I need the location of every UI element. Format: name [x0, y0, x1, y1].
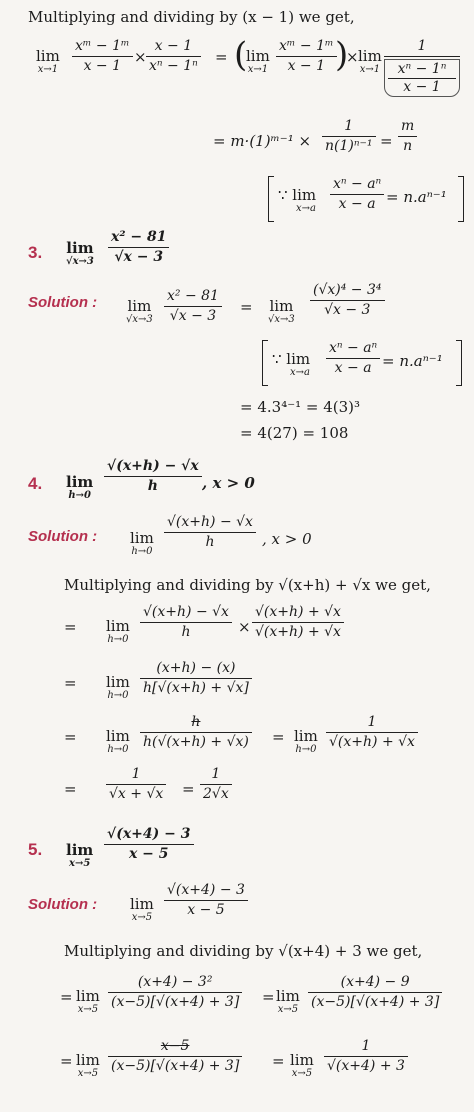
limit-operator: lim x→5: [76, 987, 100, 1015]
limit-operator: lim x→5: [76, 1051, 100, 1079]
question-fraction: $\frac{√(x+4) - 3}{x - 5}$: [104, 826, 194, 863]
fraction: $\frac{√(x+h) + √x}{√(x+h) + √x}$: [252, 604, 344, 641]
equals-sign: =: [64, 728, 77, 746]
fraction: $\frac{x - 1}{\text{xⁿ − 1ⁿ}}$: [146, 38, 201, 75]
limit-operator: lim h→0: [294, 727, 318, 755]
fraction: $\frac{(x+4) - 9}{(x-5)[√(x+4) + 3]}$: [308, 974, 442, 1011]
limit-operator: lim x→1: [36, 47, 60, 75]
nested-fraction: 1 xⁿ − 1ⁿ x − 1: [384, 38, 460, 97]
fraction: $\frac{x-5}{(x-5)[√(x+4) + 3]}$: [108, 1038, 242, 1075]
equals-sign: =: [64, 618, 77, 636]
fraction: $\frac{\text{xⁿ − aⁿ}}{x - a}$: [330, 176, 384, 213]
step-line: = 4.3⁴⁻¹ = 4(3)³: [240, 398, 361, 416]
times-sign: ×: [134, 48, 147, 66]
formula-result: = n.aⁿ⁻¹: [386, 188, 447, 206]
because-lim: ∵ lim: [278, 186, 317, 204]
result-line: = m·(1)ᵐ⁻¹ ×: [213, 132, 312, 150]
fraction: $\frac{1}{2√x}$: [200, 766, 232, 803]
solution-label: Solution :: [28, 528, 98, 545]
limit-operator: lim h→0: [106, 617, 130, 645]
left-paren: (: [234, 35, 248, 75]
limit-operator: lim √x→3: [126, 297, 153, 325]
equals-sign: =: [182, 780, 195, 798]
fraction: $\frac{h}{h(√(x+h) + √x)}$: [140, 714, 252, 751]
limit-operator: lim x→5: [130, 895, 154, 923]
limit-operator: lim x→1: [246, 47, 270, 75]
fraction: $\frac{\text{xⁿ − aⁿ}}{x - a}$: [326, 340, 380, 377]
right-paren: ): [335, 35, 349, 75]
limit-operator: lim h→0: [66, 473, 94, 501]
fraction: $\frac{\text{x² − 81}}{√x - 3}$: [164, 288, 222, 325]
method-text: Multiplying and dividing by √(x+h) + √x we get,: [64, 576, 431, 594]
equals-sign: =: [215, 48, 228, 66]
limit-operator: lim x→5: [66, 841, 94, 869]
formula-result: = n.aⁿ⁻¹: [382, 352, 443, 370]
limit-subscript: x→a: [290, 367, 310, 378]
fraction: $\frac{\text{xᵐ − 1ᵐ}}{x - 1}$: [72, 38, 133, 75]
equals-sign: =: [380, 132, 393, 150]
fraction: $\frac{1}{\text{n(1)ⁿ⁻¹}}$: [322, 118, 376, 155]
equals-sign: =: [60, 1052, 73, 1070]
equals-sign: =: [64, 674, 77, 692]
equals-sign: =: [262, 988, 275, 1006]
limit-operator: lim x→5: [290, 1051, 314, 1079]
limit-subscript: x→a: [296, 203, 316, 214]
limit-operator: lim x→1: [358, 47, 382, 75]
because-lim: ∵ lim: [272, 350, 311, 368]
limit-operator: lim x→5: [276, 987, 300, 1015]
limit-operator: lim h→0: [106, 673, 130, 701]
left-bracket: [262, 340, 268, 386]
fraction: $\frac{1}{√x + √x}$: [106, 766, 166, 803]
times-sign: ×: [346, 48, 359, 66]
right-bracket: [456, 340, 462, 386]
question-fraction: $\frac{√(x+h) - √x}{h}$: [104, 458, 202, 495]
fraction: $\frac{\text{(x+4) − 3²}}{(x-5)[√(x+4) + 3]}$: [108, 974, 242, 1011]
solution-label: Solution :: [28, 294, 98, 311]
limit-operator: lim √x→3: [268, 297, 295, 325]
fraction: $\frac{\text{(√x)⁴ − 3⁴}}{√x - 3}$: [310, 282, 385, 319]
fraction: $\frac{1}{√(x+h) + √x}$: [326, 714, 418, 751]
intro-text: Multiplying and dividing by (x − 1) we get,: [28, 8, 355, 26]
limit-operator: lim √x→3: [66, 239, 94, 267]
equals-sign: =: [272, 1052, 285, 1070]
left-bracket: [268, 176, 274, 222]
fraction: $\frac{√(x+h) - √x}{h}$: [140, 604, 232, 641]
solution-label: Solution :: [28, 896, 98, 913]
method-text: Multiplying and dividing by √(x+4) + 3 we get,: [64, 942, 423, 960]
times-sign: ×: [238, 618, 251, 636]
question-fraction: $\frac{\text{x² − 81}}{√x - 3}$: [108, 229, 169, 266]
fraction: $\frac{√(x+4) - 3}{x - 5}$: [164, 882, 248, 919]
equals-sign: =: [272, 728, 285, 746]
fraction: $\frac{m}{n}$: [398, 118, 417, 155]
fraction: $\frac{\text{xᵐ − 1ᵐ}}{x - 1}$: [276, 38, 337, 75]
right-bracket: [458, 176, 464, 222]
equals-sign: =: [240, 298, 253, 316]
question-number: 5.: [28, 840, 43, 859]
equals-sign: =: [60, 988, 73, 1006]
condition: , x > 0: [202, 474, 255, 492]
fraction: $\frac{√(x+h) - √x}{h}$: [164, 514, 256, 551]
answer-line: = 4(27) = 108: [240, 424, 349, 442]
condition: , x > 0: [262, 530, 312, 548]
fraction: $\frac{(x+h) - (x)}{h[√(x+h) + √x]}$: [140, 660, 252, 697]
fraction: $\frac{1}{√(x+4) + 3}$: [324, 1038, 408, 1075]
limit-operator: lim h→0: [106, 727, 130, 755]
limit-operator: lim h→0: [130, 529, 154, 557]
question-number: 4.: [28, 474, 43, 493]
question-number: 3.: [28, 243, 43, 262]
equals-sign: =: [64, 780, 77, 798]
